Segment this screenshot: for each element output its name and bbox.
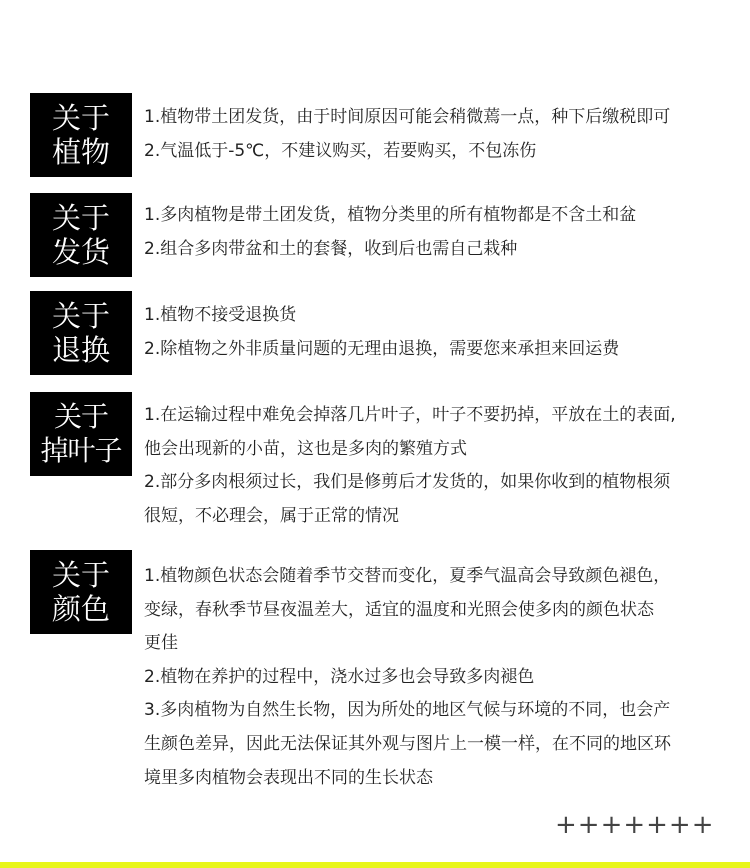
section-label: 关于 掉叶子 — [40, 400, 122, 467]
section-line: 2.植物在养护的过程中，浇水过多也会导致多肉褪色 — [144, 666, 535, 687]
section-lines — [144, 199, 744, 266]
section-label-box — [30, 291, 132, 375]
section-lines — [144, 101, 744, 168]
section-line: 境里多肉植物会表现出不同的生长状态 — [144, 767, 433, 788]
section-line: 他会出现新的小苗，这也是多肉的繁殖方式 — [144, 438, 467, 459]
section-line: 2.部分多肉根须过长，我们是修剪后才发货的，如果你收到的植物根须 — [144, 472, 671, 493]
section-lines — [144, 299, 744, 366]
section-line: 1.在运输过程中难免会掉落几片叶子，叶子不要扔掉，平放在土的表面, — [144, 405, 676, 425]
section-line: 2.除植物之外非质量问题的无理由退换，需要您来承担来回运费 — [144, 338, 620, 359]
decorative-plus-row: +++++++ — [555, 810, 715, 840]
section-label-box — [30, 392, 132, 476]
section-line: 2.气温低于-5℃，不建议购买，若要购买，不包冻伤 — [144, 140, 537, 161]
section-lines — [144, 399, 744, 533]
section-line: 1.植物颜色状态会随着季节交替而变化，夏季气温高会导致颜色褪色， — [144, 566, 671, 586]
section-lines — [144, 560, 744, 795]
section-line: 生颜色差异，因此无法保证其外观与图片上一模一样，在不同的地区环 — [144, 733, 671, 754]
section-line: 3.多肉植物为自然生长物，因为所处的地区气候与环境的不同，也会产 — [144, 700, 671, 721]
section-label: 关于 发货 — [51, 201, 110, 269]
section-line: 2.组合多肉带盆和土的套餐，收到后也需自己栽种 — [144, 238, 518, 259]
section-line: 1.植物带土团发货，由于时间原因可能会稍微蔫一点，种下后缴税即可 — [144, 107, 671, 127]
section-label: 关于 颜色 — [51, 558, 110, 626]
section-label: 关于 植物 — [51, 101, 110, 169]
section-label-box — [30, 93, 132, 177]
section-line: 更佳 — [144, 633, 178, 654]
bottom-accent-bar — [0, 862, 750, 868]
section-line: 1.多肉植物是带土团发货，植物分类里的所有植物都是不含土和盆 — [144, 205, 637, 225]
section-line: 变绿，春秋季节昼夜温差大，适宜的温度和光照会使多肉的颜色状态 — [144, 599, 654, 620]
section-label: 关于 退换 — [51, 299, 110, 367]
section-label-box — [30, 193, 132, 277]
section-line: 1.植物不接受退换货 — [144, 305, 297, 325]
section-label-box — [30, 550, 132, 634]
section-line: 很短，不必理会，属于正常的情况 — [144, 505, 399, 526]
